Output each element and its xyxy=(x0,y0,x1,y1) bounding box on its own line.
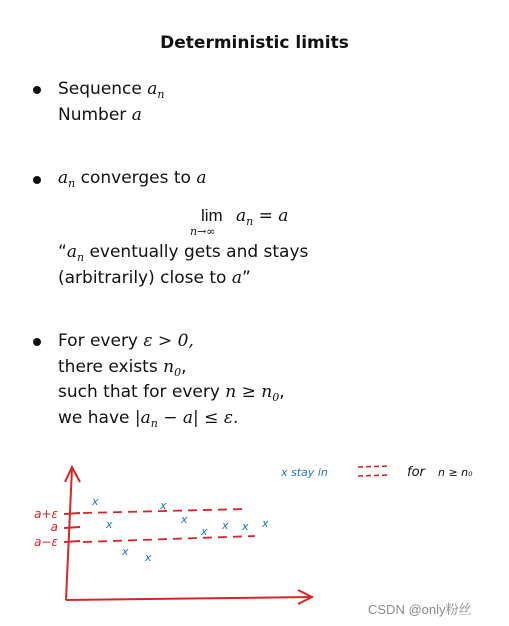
bullet2-quote-line2: (arbitrarily) close to a” xyxy=(58,268,251,288)
label-a-minus-eps: a−ε xyxy=(34,535,58,549)
tick-upper xyxy=(64,513,80,514)
label-a-plus-eps: a+ε xyxy=(34,507,58,521)
legend-for: for xyxy=(407,465,425,480)
point-x: x xyxy=(181,513,188,526)
lower-band-line xyxy=(83,536,255,542)
y-axis xyxy=(66,468,72,600)
legend-stay-in: x stay in xyxy=(281,466,328,479)
bullet3-line3: such that for every $n \ge n_0$, xyxy=(58,382,285,404)
tick-mid xyxy=(64,527,80,528)
point-x: x xyxy=(160,499,167,512)
point-x: x xyxy=(222,519,229,532)
legend-condition: n ≥ n₀ xyxy=(438,466,473,479)
bullet2-quote-line1: “$a_n$ eventually gets and stays xyxy=(58,242,309,264)
point-x: x xyxy=(242,520,249,533)
page-title: Deterministic limits xyxy=(160,33,349,53)
legend-band-icon xyxy=(358,466,390,476)
bullet3-line2: there exists $n_0$, xyxy=(58,357,187,379)
bullet2-lead: $a_n$ converges to a xyxy=(58,168,207,190)
limit-rhs: $a_n = a$ xyxy=(236,206,289,228)
bullet3-line1: For every ε > 0, xyxy=(58,331,194,351)
point-x: x xyxy=(92,495,99,508)
point-x: x xyxy=(106,518,113,531)
point-x: x xyxy=(145,551,152,564)
tick-lower xyxy=(64,541,80,542)
point-x: x xyxy=(201,525,208,538)
bullet3-line4: we have $|a_n - a| \le \varepsilon$. xyxy=(58,408,239,430)
limit-subscript: n→∞ xyxy=(190,225,216,238)
bullet1-line1: Sequence $a_n$ xyxy=(58,79,165,101)
x-axis xyxy=(66,597,312,600)
limit-word: lim xyxy=(201,206,223,225)
label-a: a xyxy=(50,520,58,534)
watermark: CSDN @only粉丝 xyxy=(368,602,472,617)
point-x: x xyxy=(122,545,129,558)
bullet1-line2: Number a xyxy=(58,105,142,125)
point-x: x xyxy=(262,517,269,530)
